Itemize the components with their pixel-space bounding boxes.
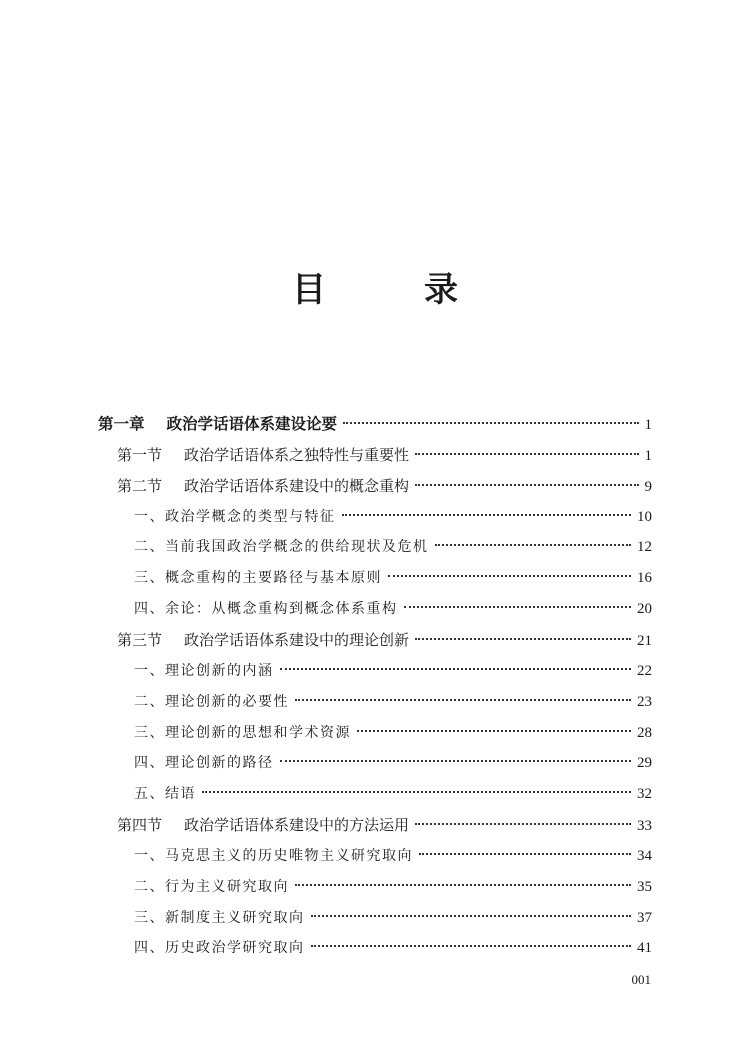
toc-entry-label: [134, 657, 274, 685]
dot-leader: [342, 514, 632, 516]
dot-leader: [311, 915, 632, 917]
toc-entry-page: 34: [637, 847, 652, 864]
toc-entry-text: 三、概念重构的主要路径与基本原则: [134, 570, 382, 587]
toc-entry-label: [117, 441, 409, 469]
dot-leader: [311, 945, 632, 947]
toc-entry-page: 20: [637, 601, 652, 618]
toc-entry-number: 第三节: [117, 630, 163, 649]
toc-entry-label: [134, 873, 289, 901]
toc-entry-text: 一、理论创新的内涵: [134, 662, 274, 679]
dot-leader: [415, 823, 631, 825]
toc-entry-chapter[interactable]: [98, 410, 652, 438]
dot-leader: [202, 791, 631, 793]
dot-leader: [280, 668, 632, 670]
toc-entry-item[interactable]: [134, 749, 652, 777]
toc-entry-label: [134, 533, 429, 561]
toc-entry-page: 23: [637, 693, 652, 710]
page-number: 001: [631, 972, 651, 987]
toc-entry-item[interactable]: [134, 934, 652, 962]
toc-entry-section[interactable]: [117, 811, 652, 839]
toc-entry-text: 政治学话语体系建设中的概念重构: [184, 476, 410, 495]
toc-entry-section[interactable]: [117, 626, 652, 654]
toc-entry-item[interactable]: [134, 873, 652, 901]
toc-entry-label: [134, 780, 196, 808]
dot-leader: [280, 760, 632, 762]
toc-entry-page: 32: [637, 786, 652, 803]
toc-entry-item[interactable]: [134, 904, 652, 932]
dot-leader: [343, 422, 638, 424]
toc-entry-label: [117, 811, 409, 839]
toc-entry-text: 一、马克思主义的历史唯物主义研究取向: [134, 847, 413, 864]
toc-entry-text: 三、理论创新的思想和学术资源: [134, 724, 351, 741]
toc-entry-label: [98, 410, 337, 438]
toc-entry-label: [134, 842, 413, 870]
toc-entry-page: 10: [637, 508, 652, 525]
toc-entry-item[interactable]: [134, 688, 652, 716]
toc-entry-number: 第一节: [117, 445, 163, 464]
dot-leader: [415, 638, 631, 640]
toc-entry-text: 四、理论创新的路径: [134, 755, 274, 772]
toc-entry-label: [134, 688, 289, 716]
toc-entry-page: 35: [637, 878, 652, 895]
toc-entry-page: 22: [637, 662, 652, 679]
toc-entry-label: [134, 934, 305, 962]
toc-entry-section[interactable]: [117, 472, 652, 500]
toc-entry-text: 政治学话语体系建设论要: [166, 414, 338, 433]
toc-entry-item[interactable]: [134, 657, 652, 685]
dot-leader: [415, 453, 638, 455]
toc-entry-page: 37: [637, 909, 652, 926]
toc-entry-page: 28: [637, 724, 652, 741]
toc-entry-page: 9: [644, 478, 652, 495]
toc-entry-page: 33: [637, 818, 652, 835]
toc-entry-label: [134, 564, 382, 592]
toc-entry-text: 政治学话语体系建设中的理论创新: [184, 630, 410, 649]
toc-entry-text: 政治学话语体系建设中的方法运用: [184, 816, 410, 835]
dot-leader: [404, 606, 632, 608]
toc-entry-label: [134, 749, 274, 777]
toc-entry-text: 四、历史政治学研究取向: [134, 940, 305, 957]
toc-entry-text: 一、政治学概念的类型与特征: [134, 508, 336, 525]
dot-leader: [388, 575, 631, 577]
toc-entry-item[interactable]: [134, 780, 652, 808]
dot-leader: [295, 884, 631, 886]
toc-entry-section[interactable]: [117, 441, 652, 469]
toc-entry-text: 五、结语: [134, 786, 196, 803]
toc-entry-page: 41: [637, 940, 652, 957]
toc-entry-label: [134, 595, 398, 623]
toc-entry-text: 二、理论创新的必要性: [134, 693, 289, 710]
toc-entry-text: 二、行为主义研究取向: [134, 878, 289, 895]
dot-leader: [295, 699, 631, 701]
toc-entry-text: 二、当前我国政治学概念的供给现状及危机: [134, 539, 429, 556]
toc-entry-label: [134, 904, 305, 932]
toc-entry-page: 1: [644, 447, 652, 464]
toc-entry-number: 第四节: [117, 816, 163, 835]
toc-entry-item[interactable]: [134, 842, 652, 870]
toc-entry-page: 16: [637, 570, 652, 587]
toc-entry-page: 21: [637, 632, 652, 649]
toc-entry-number: 第一章: [98, 414, 145, 433]
toc-entry-item[interactable]: [134, 719, 652, 747]
dot-leader: [419, 853, 631, 855]
toc-entry-label: [134, 719, 351, 747]
toc-entry-text: 三、新制度主义研究取向: [134, 909, 305, 926]
toc-entry-label: [134, 503, 336, 531]
toc-entry-page: 12: [637, 539, 652, 556]
toc-entry-page: 29: [637, 755, 652, 772]
toc-entry-page: 1: [644, 417, 652, 433]
toc-entry-text: 政治学话语体系之独特性与重要性: [184, 445, 410, 464]
toc-entry-text: 四、余论：从概念重构到概念体系重构: [134, 601, 398, 618]
dot-leader: [435, 544, 632, 546]
page-title: 目 录: [292, 270, 490, 310]
dot-leader: [357, 730, 631, 732]
dot-leader: [415, 484, 638, 486]
toc-entry-number: 第二节: [117, 476, 163, 495]
toc-entry-item[interactable]: [134, 503, 652, 531]
toc-entry-label: [117, 472, 409, 500]
toc-entry-item[interactable]: [134, 564, 652, 592]
toc-entry-item[interactable]: [134, 533, 652, 561]
toc-entry-label: [117, 626, 409, 654]
toc-entry-item[interactable]: [134, 595, 652, 623]
